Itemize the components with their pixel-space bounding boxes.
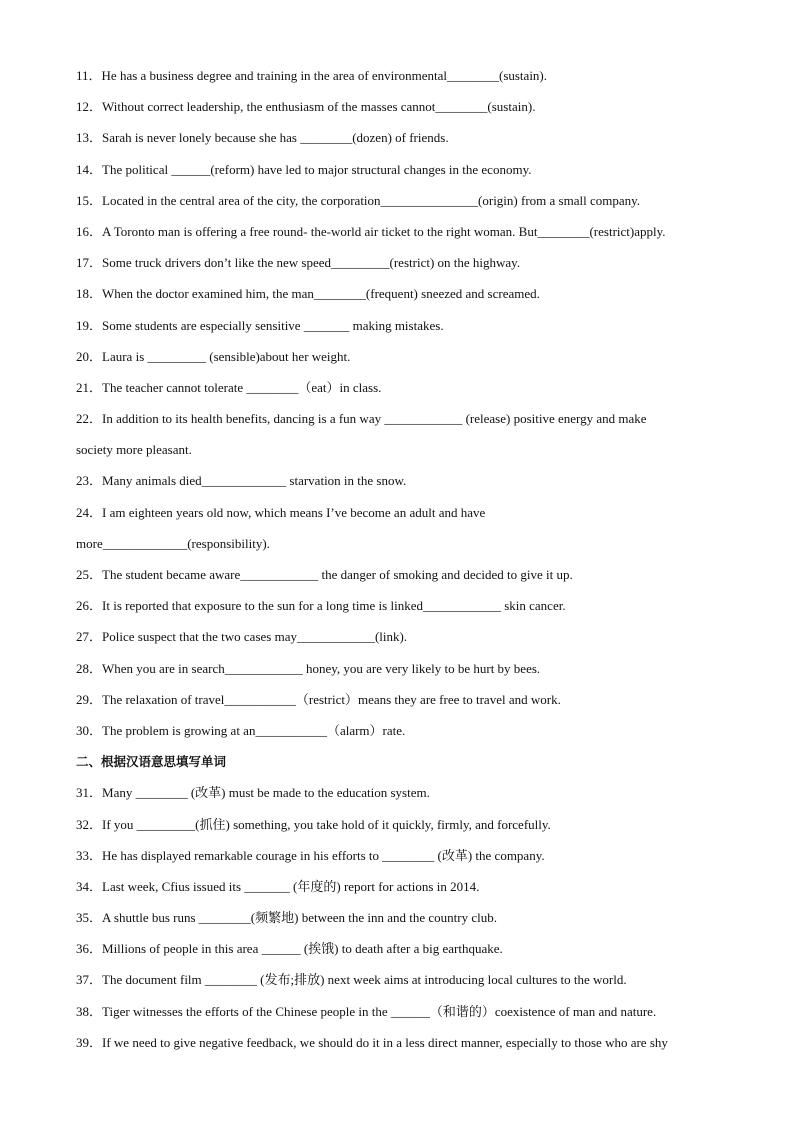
question-22-continued bbox=[76, 440, 724, 471]
question-number: 36． bbox=[76, 941, 103, 957]
question-number: 27． bbox=[76, 629, 103, 645]
question-number: 29． bbox=[76, 691, 103, 707]
question-text-continued: more_____________(responsibility). bbox=[76, 535, 270, 551]
question-text: He has displayed remarkable courage in his efforts to ________ (改革) the company. bbox=[102, 847, 545, 863]
question-number: 21． bbox=[76, 379, 103, 395]
question-17 bbox=[76, 253, 724, 284]
question-number: 16． bbox=[76, 223, 103, 239]
question-number: 12． bbox=[76, 99, 103, 115]
question-text: When the doctor examined him, the man________(frequent) sneezed and screamed. bbox=[102, 286, 540, 302]
question-29 bbox=[76, 690, 724, 721]
question-37 bbox=[76, 970, 724, 1001]
question-text: Many animals died_____________ starvation in the snow. bbox=[102, 473, 407, 489]
question-number: 28． bbox=[76, 660, 103, 676]
question-text-continued: society more pleasant. bbox=[76, 442, 192, 458]
question-text: If we need to give negative feedback, we should do it in a less direct manner, especially to those who are shy bbox=[102, 1034, 668, 1050]
question-number: 39． bbox=[76, 1034, 103, 1050]
question-number: 26． bbox=[76, 598, 103, 614]
question-21 bbox=[76, 378, 724, 409]
question-text: It is reported that exposure to the sun for a long time is linked____________ skin cancer. bbox=[102, 598, 566, 614]
question-text: When you are in search____________ honey, you are very likely to be hurt by bees. bbox=[102, 660, 541, 676]
question-24 bbox=[76, 503, 724, 534]
question-number: 35． bbox=[76, 910, 103, 926]
question-number: 22． bbox=[76, 411, 103, 427]
question-text: He has a business degree and training in the area of environmental________(sustain). bbox=[101, 68, 548, 83]
question-text: Some truck drivers don’t like the new speed_________(restrict) on the highway. bbox=[102, 255, 521, 271]
question-39 bbox=[76, 1033, 724, 1064]
question-text: The relaxation of travel___________（restrict）means they are free to travel and work. bbox=[102, 691, 561, 707]
question-number: 23． bbox=[76, 473, 103, 489]
question-25 bbox=[76, 565, 724, 596]
question-number: 17． bbox=[76, 255, 103, 271]
question-text: A Toronto man is offering a free round- the-world air ticket to the right woman. But________(restrict)apply. bbox=[102, 223, 666, 239]
question-31 bbox=[76, 783, 724, 814]
question-text: The problem is growing at an___________（alarm）rate. bbox=[102, 722, 406, 738]
question-number: 30． bbox=[76, 722, 103, 738]
question-text: The student became aware____________ the danger of smoking and decided to give it up. bbox=[102, 567, 573, 582]
question-number: 19． bbox=[76, 317, 103, 333]
question-text: The teacher cannot tolerate ________（eat）in class. bbox=[102, 379, 382, 395]
question-35 bbox=[76, 908, 724, 939]
question-number: 25． bbox=[76, 567, 103, 582]
question-30 bbox=[76, 721, 724, 752]
question-18 bbox=[76, 284, 724, 315]
question-19 bbox=[76, 316, 724, 347]
question-number: 18． bbox=[76, 286, 103, 302]
question-11 bbox=[76, 66, 724, 97]
question-text: Laura is _________ (sensible)about her weight. bbox=[102, 348, 351, 364]
question-text: Tiger witnesses the efforts of the Chinese people in the ______（和谐的）coexistence of man and nature. bbox=[102, 1003, 657, 1019]
question-text: The political ______(reform) have led to major structural changes in the economy. bbox=[102, 161, 532, 177]
question-text: Police suspect that the two cases may____________(link). bbox=[102, 629, 408, 645]
question-text: Last week, Cfius issued its _______ (年度的) report for actions in 2014. bbox=[102, 878, 480, 894]
question-27 bbox=[76, 627, 724, 658]
exercise-list bbox=[76, 66, 724, 1064]
question-text: Many ________ (改革) must be made to the education system. bbox=[102, 785, 430, 801]
question-22 bbox=[76, 409, 724, 440]
question-number: 33． bbox=[76, 847, 103, 863]
question-number: 31． bbox=[76, 785, 103, 801]
question-text: The document film ________ (发布;排放) next week aims at introducing local cultures to the world. bbox=[102, 972, 627, 988]
question-number: 15． bbox=[76, 192, 103, 208]
question-36 bbox=[76, 939, 724, 970]
question-number: 11． bbox=[76, 68, 102, 83]
question-text: In addition to its health benefits, dancing is a fun way ____________ (release) positive energy and make bbox=[102, 411, 647, 427]
question-text: A shuttle bus runs ________(频繁地) between the inn and the country club. bbox=[102, 910, 498, 926]
question-text: Sarah is never lonely because she has ________(dozen) of friends. bbox=[102, 130, 449, 146]
question-14 bbox=[76, 160, 724, 191]
question-text: Without correct leadership, the enthusiasm of the masses cannot________(sustain). bbox=[102, 99, 536, 115]
question-number: 32． bbox=[76, 816, 103, 832]
question-23 bbox=[76, 471, 724, 502]
question-text: I am eighteen years old now, which means I’ve become an adult and have bbox=[102, 504, 486, 520]
question-15 bbox=[76, 191, 724, 222]
question-12 bbox=[76, 97, 724, 128]
question-20 bbox=[76, 347, 724, 378]
question-number: 37． bbox=[76, 972, 103, 988]
question-number: 20． bbox=[76, 348, 103, 364]
question-13 bbox=[76, 128, 724, 159]
question-number: 38． bbox=[76, 1003, 103, 1019]
question-24-continued bbox=[76, 534, 724, 565]
question-number: 13． bbox=[76, 130, 103, 146]
question-number: 24． bbox=[76, 504, 103, 520]
question-number: 34． bbox=[76, 878, 103, 894]
question-text: Located in the central area of the city, the corporation_______________(origin) from a small company. bbox=[102, 192, 641, 208]
question-32 bbox=[76, 815, 724, 846]
question-33 bbox=[76, 846, 724, 877]
section-2-heading: 二、根据汉语意思填写单词 bbox=[76, 754, 227, 770]
question-16 bbox=[76, 222, 724, 253]
question-28 bbox=[76, 659, 724, 690]
question-38 bbox=[76, 1002, 724, 1033]
question-text: Some students are especially sensitive _______ making mistakes. bbox=[102, 317, 444, 333]
question-26 bbox=[76, 596, 724, 627]
question-text: If you _________(抓住) something, you take hold of it quickly, firmly, and forcefully. bbox=[102, 816, 551, 832]
question-34 bbox=[76, 877, 724, 908]
question-text: Millions of people in this area ______ (挨饿) to death after a big earthquake. bbox=[102, 941, 503, 957]
question-number: 14． bbox=[76, 161, 103, 177]
